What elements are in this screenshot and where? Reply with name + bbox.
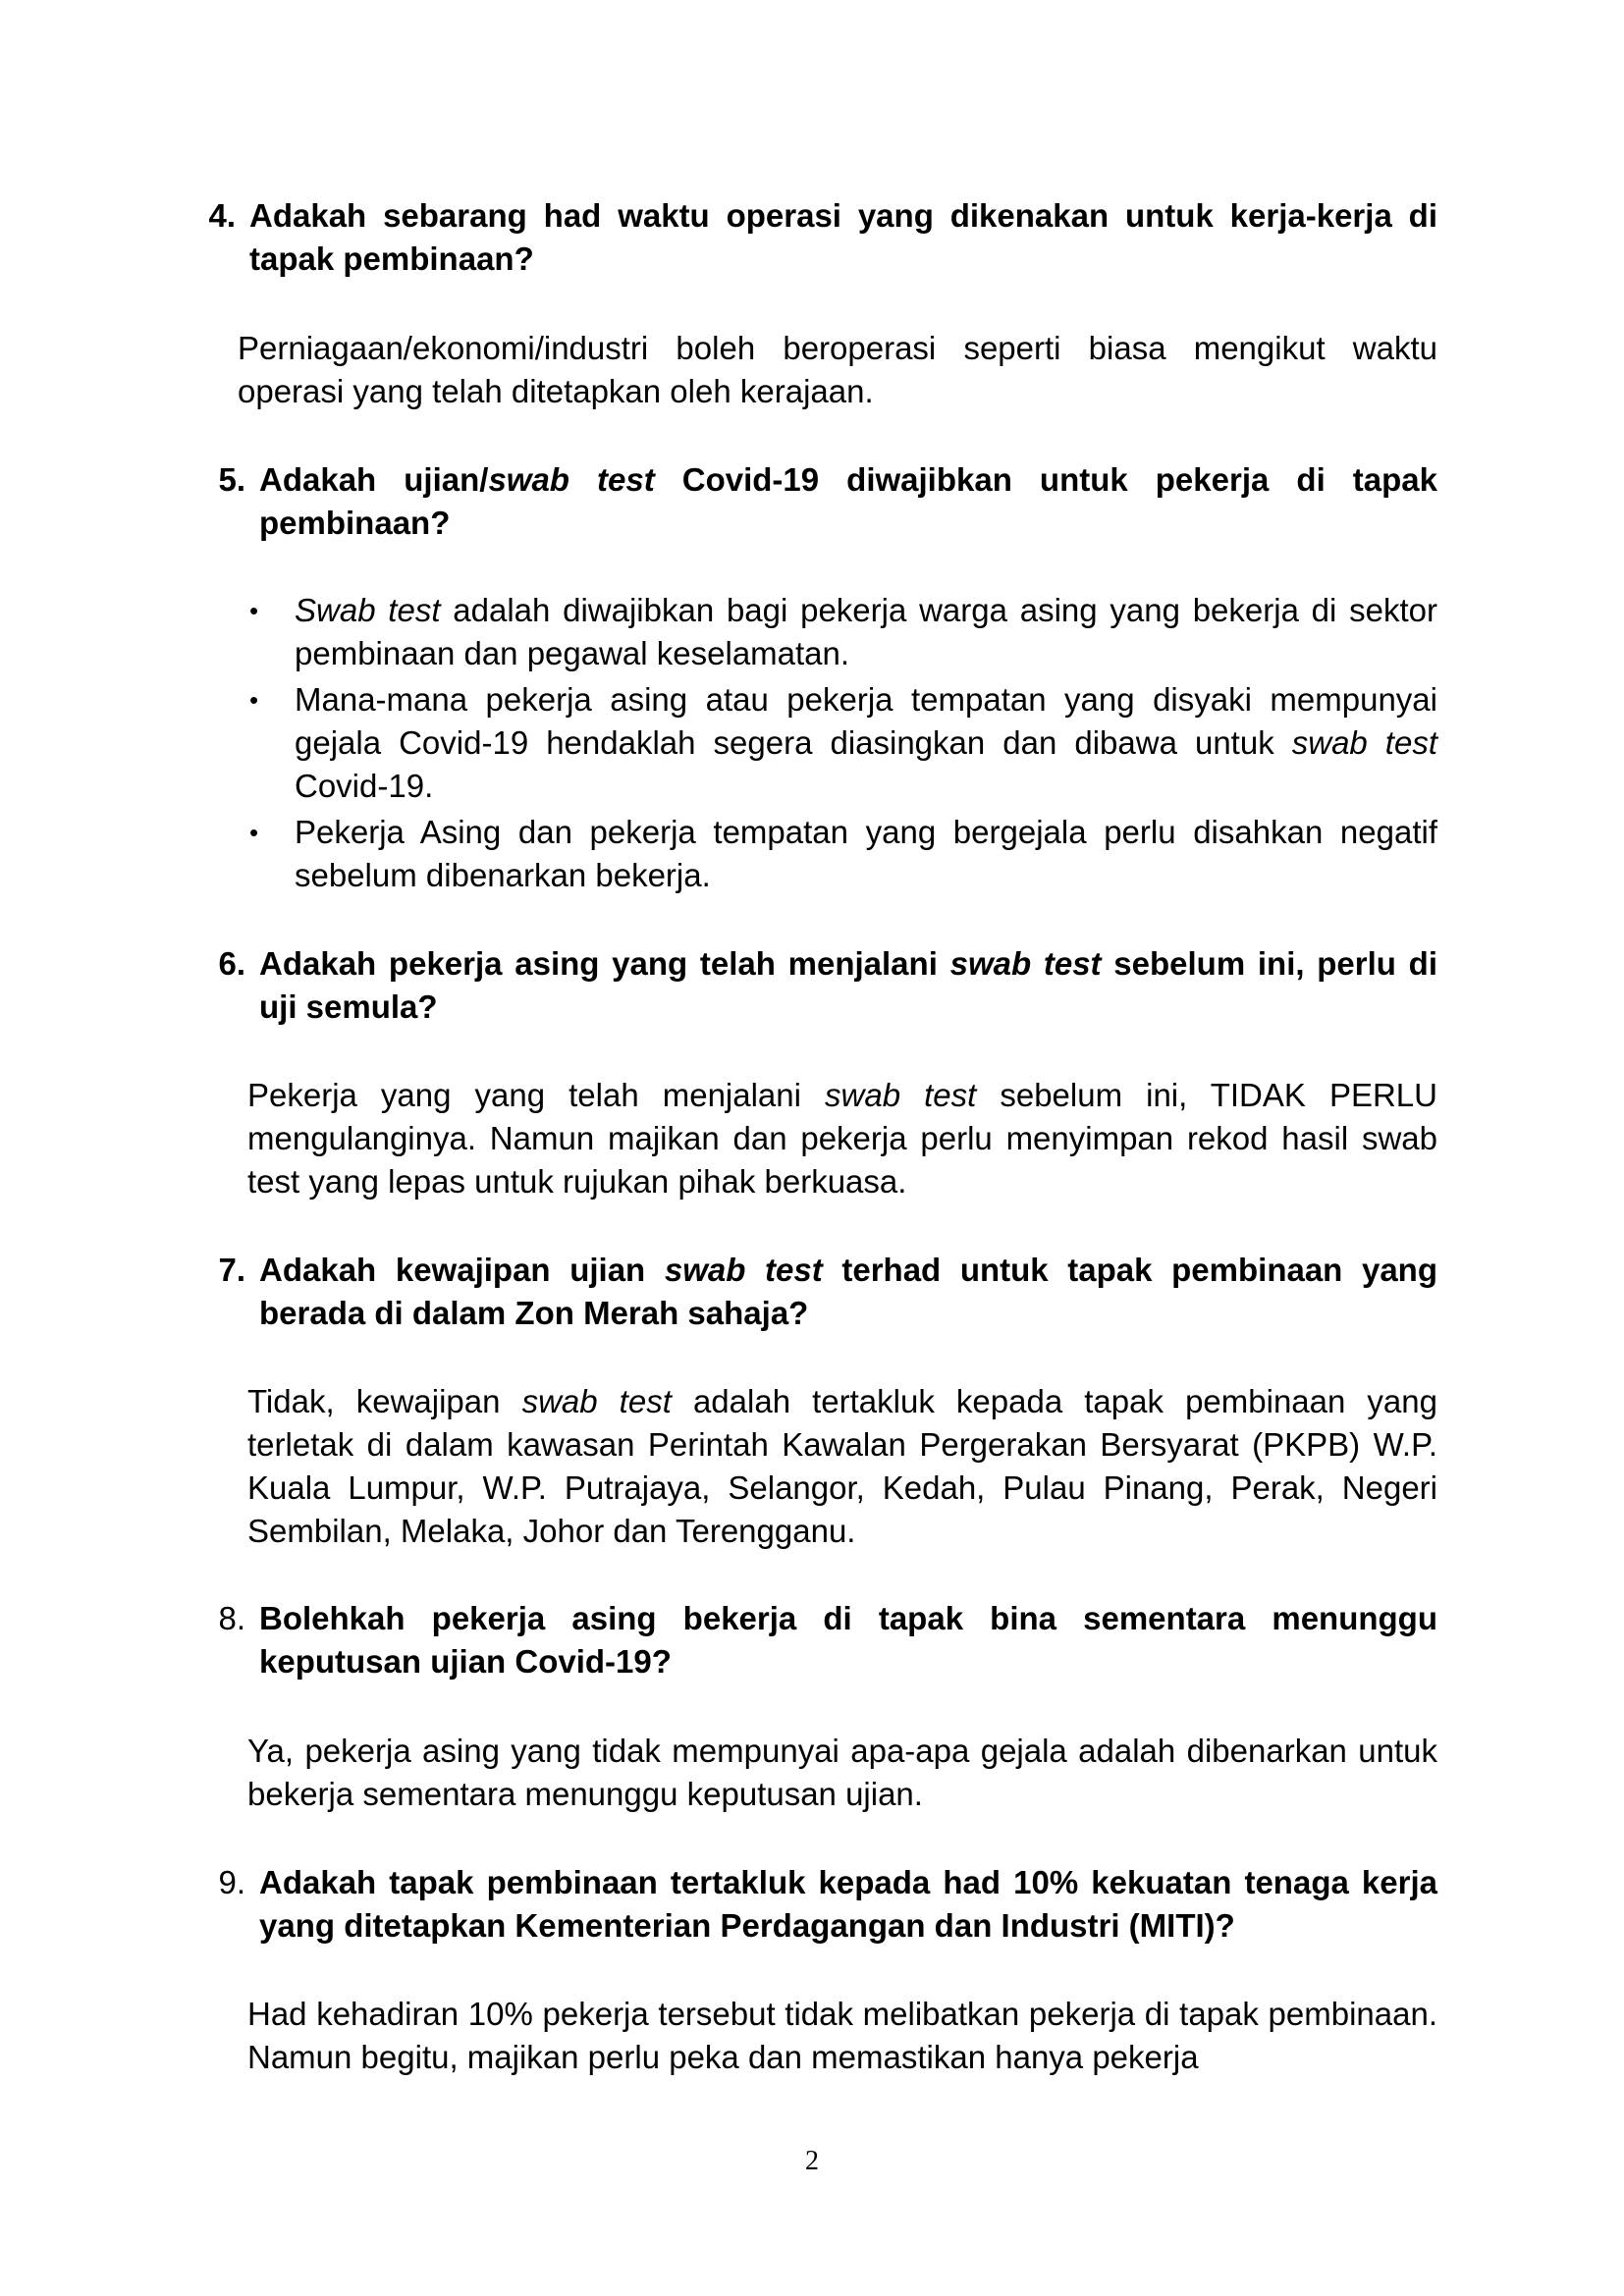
- question-text: Adakah pekerja asing yang telah menjalani swab test sebelum ini, perlu di uji semula?: [259, 945, 1437, 1025]
- answer-7: Tidak, kewajipan swab test adalah tertakluk kepada tapak pembinaan yang terletak di dalam kawasan Perintah Kawalan Pergerakan Bersyarat (PKPB) W.P. Kuala Lumpur, W.P. Putrajaya, Selangor, Kedah, Pulau Pinang, Perak, Negeri Sembilan, Melaka, Johor dan Terengganu.: [247, 1383, 1437, 1549]
- list-item: • Swab test adalah diwajibkan bagi pekerja warga asing yang bekerja di sektor pembinaan dan pegawal keselamatan.: [249, 589, 1437, 675]
- answer-4: Perniagaan/ekonomi/industri boleh beroperasi seperti biasa mengikut waktu operasi yang telah ditetapkan oleh kerajaan.: [238, 330, 1437, 409]
- question-text: Bolehkah pekerja asing bekerja di tapak bina sementara menunggu keputusan ujian Covid-19?: [259, 1600, 1437, 1680]
- question-number: 8.: [218, 1600, 245, 1636]
- answer-6: Pekerja yang yang telah menjalani swab test sebelum ini, TIDAK PERLU mengulanginya. Namun majikan dan pekerja perlu menyimpan rekod hasil swab test yang lepas untuk rujukan pihak berkuasa.: [247, 1077, 1437, 1200]
- answer-8: Ya, pekerja asing yang tidak mempunyai apa-apa gejala adalah dibenarkan untuk bekerja sementara menunggu keputusan ujian.: [247, 1733, 1437, 1812]
- bullet-icon: •: [249, 685, 259, 715]
- bullet-list: [249, 589, 1437, 900]
- list-item: • Pekerja Asing dan pekerja tempatan yang bergejala perlu disahkan negatif sebelum dibenarkan bekerja.: [249, 811, 1437, 897]
- question-text: Adakah sebarang had waktu operasi yang dikenakan untuk kerja-kerja di tapak pembinaan?: [249, 197, 1437, 277]
- question-number: 5.: [218, 461, 245, 498]
- question-text: Adakah tapak pembinaan tertakluk kepada had 10% kekuatan tenaga kerja yang ditetapkan Kementerian Perdagangan dan Industri (MITI)?: [259, 1864, 1437, 1944]
- list-item: • Mana-mana pekerja asing atau pekerja tempatan yang disyaki mempunyai gejala Covid-19 hendaklah segera diasingkan dan dibawa untuk swab test Covid-19.: [249, 678, 1437, 808]
- question-text: Adakah kewajipan ujian swab test terhad untuk tapak pembinaan yang berada di dalam Zon Merah sahaja?: [259, 1252, 1437, 1331]
- question-number: 9.: [218, 1864, 245, 1900]
- bullet-icon: •: [249, 596, 259, 625]
- question-number: 4.: [208, 197, 236, 234]
- question-9: [177, 1861, 1437, 1948]
- question-number: 7.: [218, 1252, 245, 1288]
- page-number: 2: [805, 2146, 819, 2176]
- question-8: [177, 1597, 1437, 1683]
- question-4: [177, 194, 1437, 281]
- question-7: [177, 1249, 1437, 1335]
- question-5: [177, 458, 1437, 545]
- question-6: [177, 942, 1437, 1029]
- question-number: 6.: [218, 945, 245, 982]
- question-text: Adakah ujian/swab test Covid-19 diwajibkan untuk pekerja di tapak pembinaan?: [259, 461, 1437, 541]
- answer-9: Had kehadiran 10% pekerja tersebut tidak melibatkan pekerja di tapak pembinaan. Namun begitu, majikan perlu peka dan memastikan hanya pekerja: [247, 1996, 1437, 2075]
- bullet-icon: •: [249, 818, 259, 847]
